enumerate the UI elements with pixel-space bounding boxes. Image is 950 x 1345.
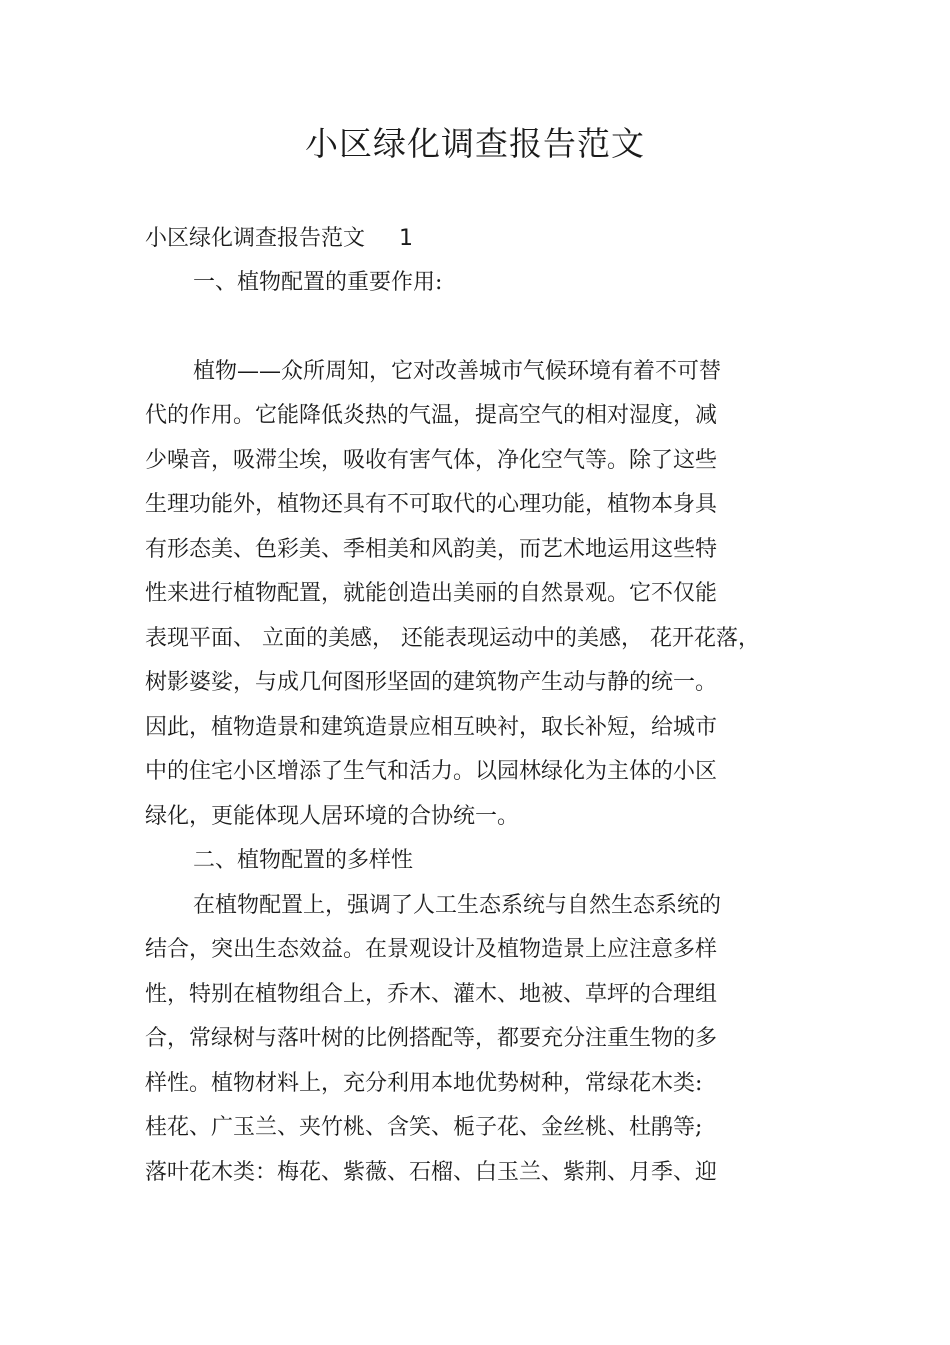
paragraph-line: 绿化，更能体现人居环境的合协统一。 [145,804,520,829]
subtitle-line [145,224,413,254]
paragraph-line: 落叶花木类：梅花、紫薇、石榴、白玉兰、紫荆、月季、迎 [145,1160,718,1185]
subtitle-number: 1 [399,226,414,251]
paragraph-line: 表现平面、 立面的美感， 还能表现运动中的美感， 花开花落， [145,626,760,651]
paragraph-line: 树影婆娑，与成几何图形坚固的建筑物产生动与静的统一。 [145,670,718,695]
paragraph-line: 中的住宅小区增添了生气和活力。以园林绿化为主体的小区 [145,759,718,784]
paragraph-line: 生理功能外，植物还具有不可取代的心理功能，植物本身具 [145,492,718,517]
paragraph-line: 结合，突出生态效益。在景观设计及植物造景上应注意多样 [145,937,718,962]
section-heading-1: 一、植物配置的重要作用: [193,270,443,295]
paragraph-line: 因此，植物造景和建筑造景应相互映衬，取长补短，给城市 [145,715,718,740]
paragraph-line: 桂花、广玉兰、夹竹桃、含笑、栀子花、金丝桃、杜鹃等; [145,1115,703,1140]
paragraph-line: 合，常绿树与落叶树的比例搭配等，都要充分注重生物的多 [145,1026,718,1051]
paragraph-line: 性来进行植物配置，就能创造出美丽的自然景观。它不仅能 [145,581,718,606]
subtitle-text: 小区绿化调查报告范文 [145,226,366,251]
paragraph-line: 代的作用。它能降低炎热的气温，提高空气的相对湿度，减 [145,403,718,428]
section-heading-2: 二、植物配置的多样性 [193,848,414,873]
paragraph-line: 有形态美、色彩美、季相美和风韵美，而艺术地运用这些特 [145,537,718,562]
paragraph-line: 植物——众所周知，它对改善城市气候环境有着不可替 [193,359,722,384]
paragraph-line: 样性。植物材料上，充分利用本地优势树种，常绿花木类: [145,1071,703,1096]
document-title: 小区绿化调查报告范文 [305,124,645,163]
paragraph-line: 在植物配置上，强调了人工生态系统与自然生态系统的 [193,893,722,918]
paragraph-line: 少噪音，吸滞尘埃，吸收有害气体，净化空气等。除了这些 [145,448,718,473]
paragraph-line: 性，特别在植物组合上，乔木、灌木、地被、草坪的合理组 [145,982,718,1007]
